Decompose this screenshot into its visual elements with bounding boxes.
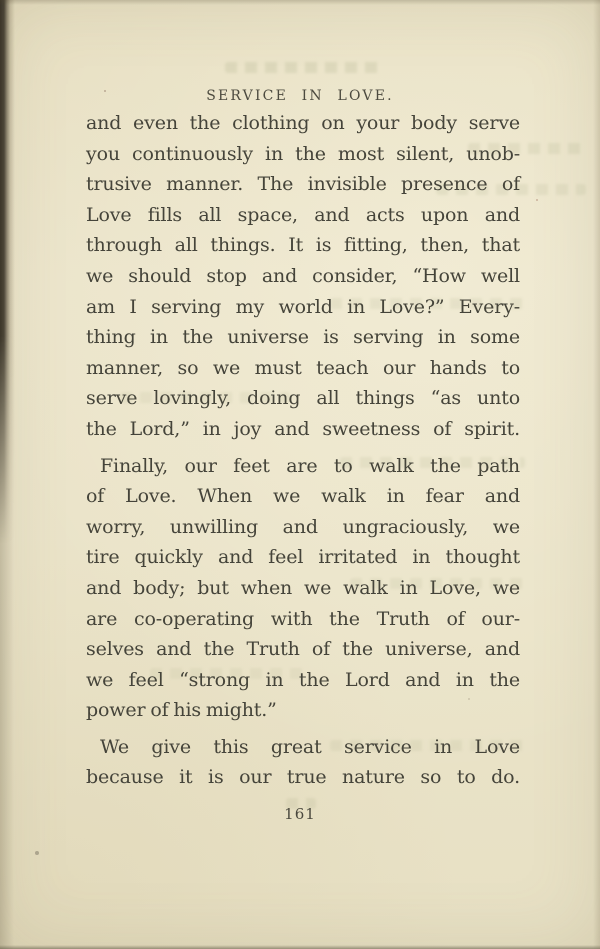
text-line: tire quickly and feel irritated in thought [86,546,520,569]
text-line: selves and the Truth of the universe, and [86,638,520,661]
book-gutter-shadow [0,0,15,560]
text-line: of Love. When we walk in fear and [86,485,520,508]
text-line: am I serving my world in Love?” Every- [86,295,520,318]
text-line: serve lovingly, doing all things “as unto [86,387,520,410]
text-line: because it is our true nature so to do. [86,766,520,789]
text-line: We give this great service in Love [100,735,520,758]
text-line: are co-operating with the Truth of our- [86,607,520,630]
running-head: SERVICE IN LOVE. [206,88,394,104]
paragraph [86,451,520,726]
text-line: the Lord,” in joy and sweetness of spirit. [86,417,520,440]
paper-specks [0,0,2,2]
page-body [86,108,520,793]
text-line: trusive manner. The invisible presence of [86,173,520,196]
text-line: Finally, our feet are to walk the path [100,454,520,477]
bleedthrough-texture [225,62,380,73]
text-line: through all things. It is fitting, then, that [86,234,520,257]
text-line: manner, so we must teach our hands to [86,356,520,379]
bottom-edge-shadow [0,945,600,949]
page-number: 161 [284,805,316,823]
text-line: we should stop and consider, “How well [86,264,520,287]
text-line: worry, unwilling and ungraciously, we [86,515,520,538]
text-line: power of his might.” [86,699,277,722]
text-line: you continuously in the most silent, unob- [86,142,520,165]
text-line: and body; but when we walk in Love, we [86,576,520,599]
top-edge-shadow [0,0,600,5]
paragraph [86,108,520,445]
paragraph [86,732,520,793]
text-line: thing in the universe is serving in some [86,326,520,349]
text-line: and even the clothing on your body serve [86,112,520,134]
text-line: Love fills all space, and acts upon and [86,203,520,226]
text-line: we feel “strong in the Lord and in the [86,668,520,691]
